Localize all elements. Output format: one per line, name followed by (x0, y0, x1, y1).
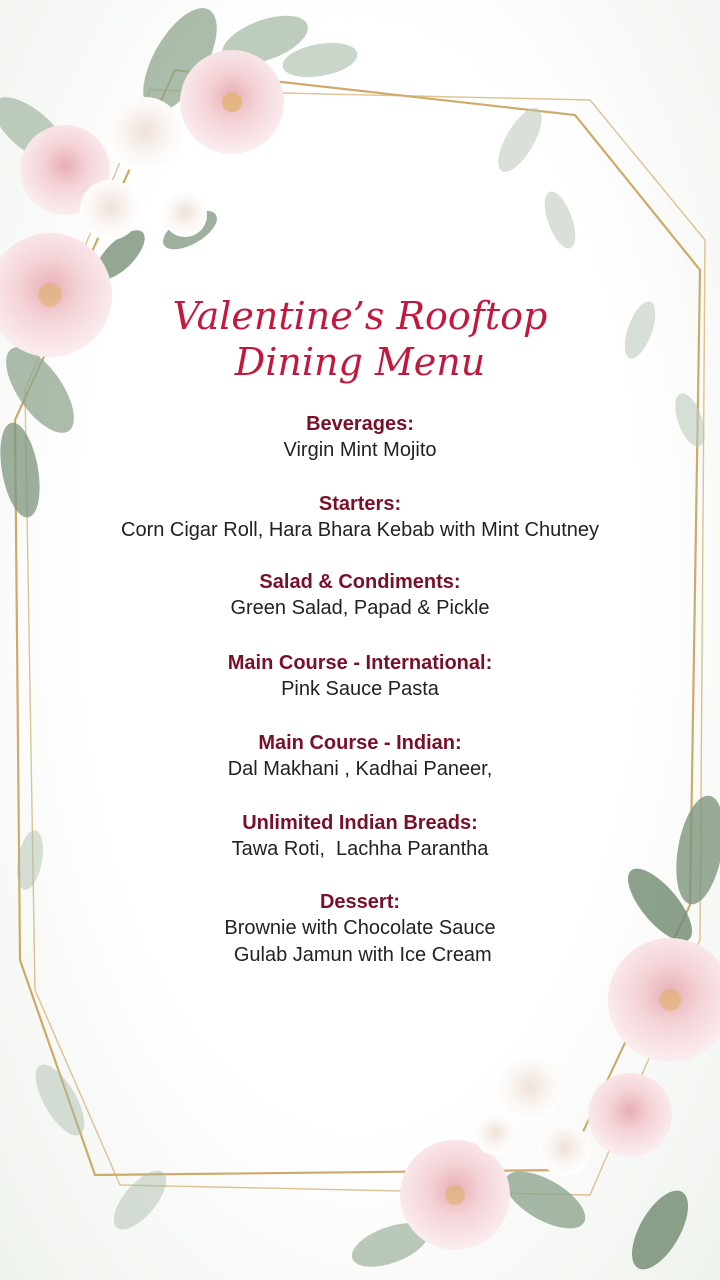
menu-item: Brownie with Chocolate Sauce (224, 917, 496, 939)
section-heading: Unlimited Indian Breads: (242, 812, 478, 834)
section-heading: Dessert: (319, 891, 401, 913)
menu-item: Green Salad, Papad & Pickle (230, 597, 490, 619)
section-heading: Main Course - International: (227, 652, 493, 674)
section-salad-condiments (40, 569, 680, 622)
section-indian-breads (40, 810, 680, 863)
menu-item: Virgin Mint Mojito (283, 439, 437, 461)
menu-item: Dal Makhani , Kadhai Paneer, (227, 758, 493, 780)
menu-item: Gulab Jamun with Ice Cream (228, 944, 492, 966)
section-heading: Salad & Condiments: (259, 571, 461, 593)
leaves-right (490, 102, 711, 451)
section-heading: Main Course - Indian: (258, 732, 462, 754)
section-beverages (40, 411, 680, 464)
menu-title-line1: Valentine’s Rooftop (172, 294, 548, 338)
section-heading: Beverages: (306, 413, 414, 435)
menu-item: Corn Cigar Roll, Hara Bhara Kebab with Mint Chutney (121, 519, 599, 541)
section-heading: Starters: (318, 493, 402, 515)
menu-title-line2: Dining Menu (234, 340, 486, 384)
menu-item: Pink Sauce Pasta (281, 678, 439, 700)
menu-item: Tawa Roti, Lachha Parantha (231, 838, 489, 860)
section-dessert (40, 889, 680, 969)
section-main-indian (40, 730, 680, 783)
section-starters (40, 491, 680, 544)
section-main-international (40, 650, 680, 703)
